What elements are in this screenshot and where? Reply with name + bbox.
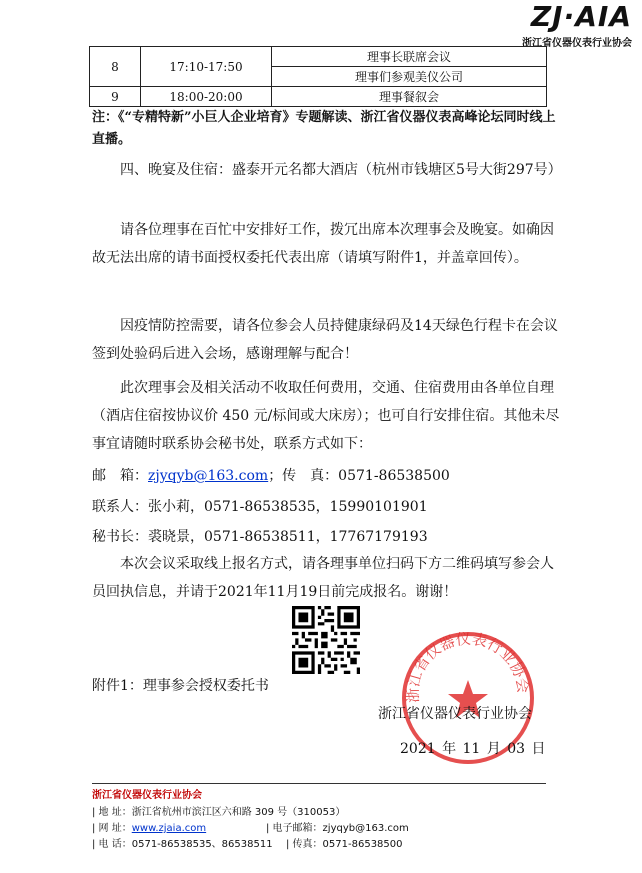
- association-logo: [438, 0, 638, 49]
- footer-fax: | 传真：0571-86538500: [286, 839, 403, 850]
- row-time: 17:10-17:50: [141, 47, 272, 87]
- dinner-paragraph: 四、晚宴及住宿：盛泰开元名都大酒店（杭州市钱塘区5号大街297号）: [120, 162, 562, 178]
- table-row: [90, 47, 547, 67]
- footer-divider: [92, 783, 546, 784]
- broadcast-note: 注：《“专精特新”小巨人企业培育》专题解读、浙江省仪器仪表高峰论坛同时线上直播。: [92, 110, 556, 147]
- footer-phone: | 电 话：0571-86538535、86538511: [92, 839, 273, 850]
- schedule-table: [89, 46, 547, 107]
- attachment-label: 附件1：理事参会授权委托书: [92, 678, 269, 694]
- footer-website-row: [92, 819, 206, 834]
- email-label: 邮 箱：: [92, 468, 148, 484]
- footer-email: | 电子邮箱：zjyqyb@163.com: [266, 823, 409, 834]
- signing-date: 2021 年 11 月 03 日: [400, 741, 546, 757]
- attendance-paragraph: 请各位理事在百忙中安排好工作，拨冗出席本次理事会及晚宴。如确因故无法出席的请书面授权委托代表出席（请填写附件1，并盖章回传）。: [92, 222, 554, 266]
- row-item: 理事长联席会议: [272, 47, 547, 67]
- signing-organization: 浙江省仪器仪表行业协会: [378, 706, 532, 722]
- row-item: 理事们参观美仪公司: [272, 67, 547, 87]
- footer-org-name: 浙江省仪器仪表行业协会: [92, 790, 202, 801]
- row-item: 理事餐叙会: [272, 87, 547, 107]
- row-number: 9: [90, 87, 141, 107]
- signup-paragraph: 本次会议采取线上报名方式，请各理事单位扫码下方二维码填写参会人员回执信息，并请于2021年11月19日前完成报名。谢谢！: [92, 556, 554, 600]
- footer-address: | 地 址：浙江省杭州市滨江区六和路 309 号（310053）: [92, 807, 346, 818]
- row-number: 8: [90, 47, 141, 87]
- contact-email-line: [92, 462, 562, 490]
- email-link[interactable]: zjyqyb@163.com: [148, 468, 269, 484]
- secretary-general: 秘书长：裘晓景，0571-86538511，17767179193: [92, 529, 428, 545]
- qr-code-image[interactable]: [292, 606, 360, 674]
- footer-web-label: | 网 址：: [92, 823, 132, 834]
- fax-text: ；传 真：0571-86538500: [268, 468, 450, 484]
- fees-paragraph: 此次理事会及相关活动不收取任何费用，交通、住宿费用由各单位自理（酒店住宿按协议价 450 元/标间或大床房）；也可自行安排住宿。其他未尽事宜请随时联系协会秘书处，联系方式如下：: [92, 380, 560, 452]
- contact-person: 联系人：张小莉，0571-86538535，15990101901: [92, 499, 428, 515]
- footer-website-link[interactable]: www.zjaia.com: [131, 823, 207, 834]
- epidemic-paragraph: 因疫情防控需要，请各位参会人员持健康绿码及14天绿色行程卡在会议签到处验码后进入会场，感谢理解与配合！: [92, 318, 558, 362]
- logo-mark: ZJ·AIA: [530, 0, 632, 33]
- row-time: 18:00-20:00: [141, 87, 272, 107]
- seal-text: 浙江省仪器仪表行业协会: [403, 629, 533, 704]
- table-row: [90, 87, 547, 107]
- logo-subtitle: 浙江省仪器仪表行业协会: [522, 38, 632, 49]
